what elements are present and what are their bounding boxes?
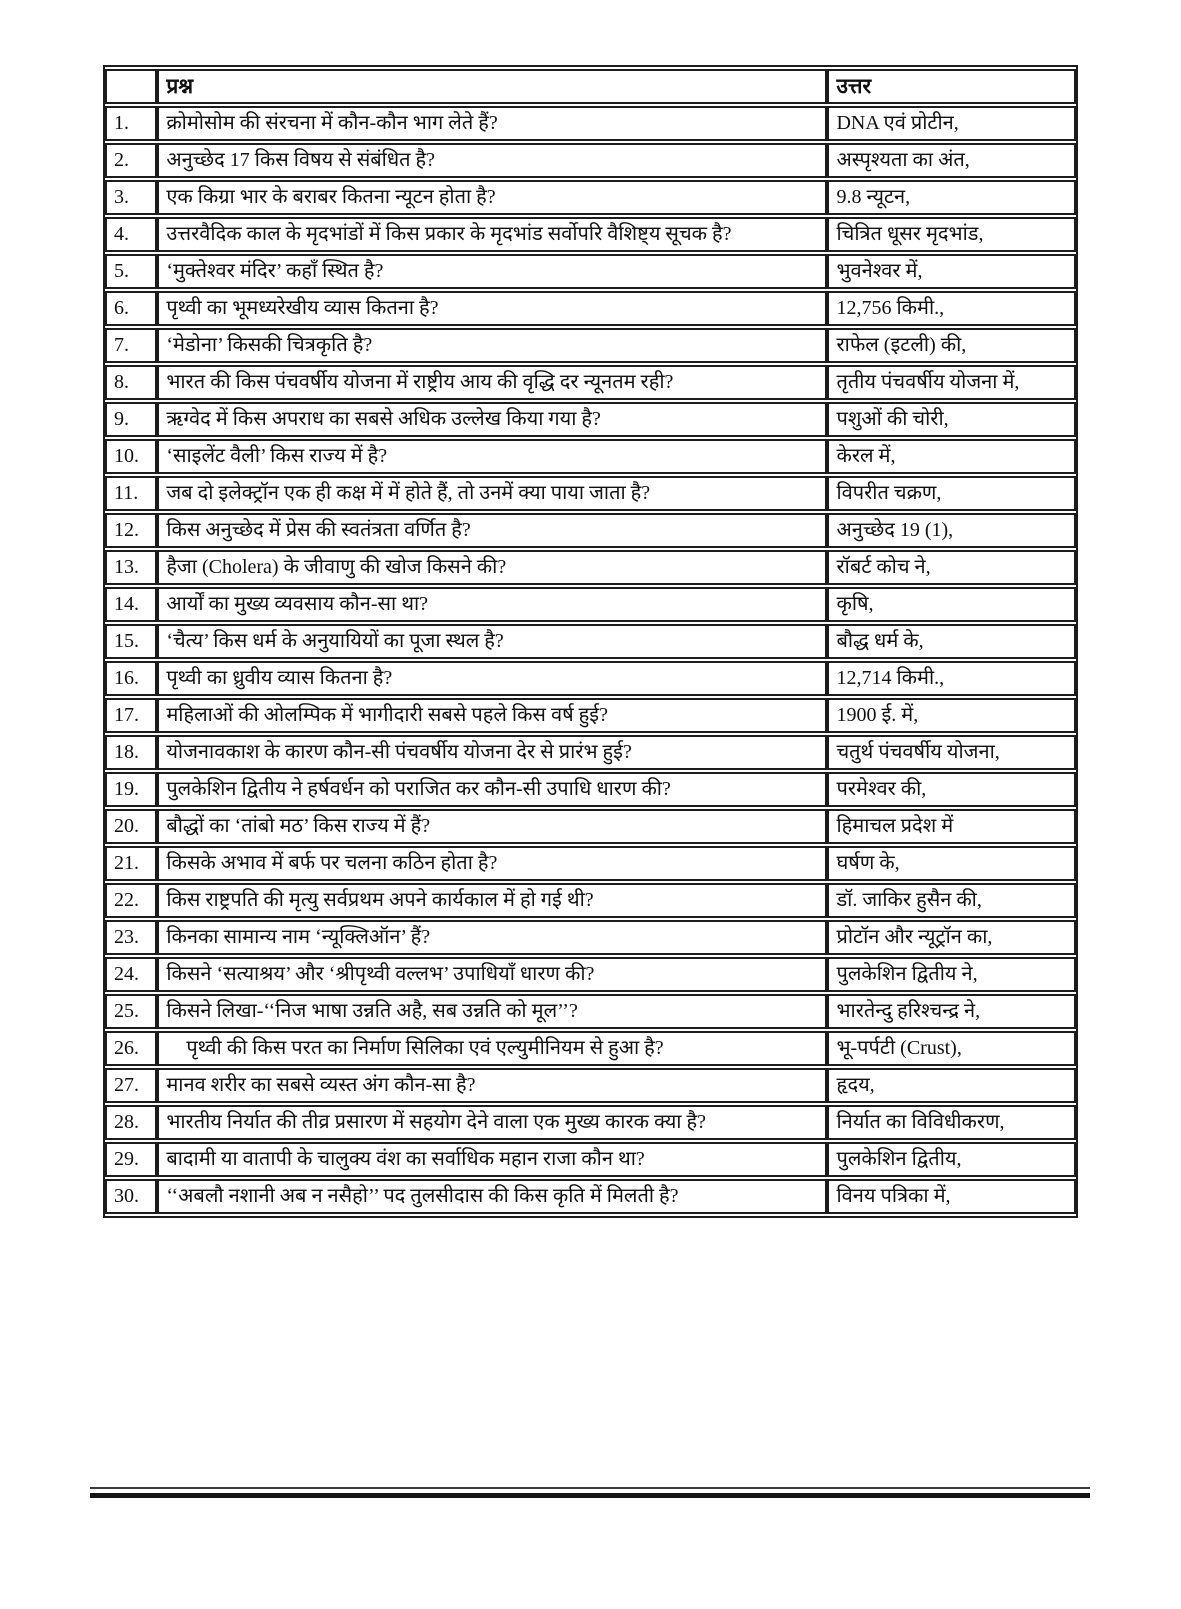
row-number-cell: 20.: [105, 809, 157, 844]
table-row: [105, 920, 1076, 955]
table-row: [105, 883, 1076, 918]
table-row: [105, 772, 1076, 807]
row-number-cell: 26.: [105, 1031, 157, 1066]
answer-cell: डॉ. जाकिर हुसैन की,: [827, 883, 1076, 918]
row-number-cell: 21.: [105, 846, 157, 881]
footer-rule-thin-line: [90, 1487, 1090, 1489]
row-number-cell: 17.: [105, 698, 157, 733]
table-row: [105, 1179, 1076, 1214]
header-number-cell: [105, 69, 157, 104]
question-cell: हैजा (Cholera) के जीवाणु की खोज किसने की?: [157, 550, 827, 585]
question-cell: महिलाओं की ओलम्पिक में भागीदारी सबसे पहले किस वर्ष हुई?: [157, 698, 827, 733]
question-cell: भारत की किस पंचवर्षीय योजना में राष्ट्रीय आय की वृद्धि दर न्यूनतम रही?: [157, 365, 827, 400]
row-number-cell: 25.: [105, 994, 157, 1029]
answer-cell: विपरीत चक्रण,: [827, 476, 1076, 511]
question-cell: किस अनुच्छेद में प्रेस की स्वतंत्रता वर्णित है?: [157, 513, 827, 548]
table-row: [105, 1105, 1076, 1140]
answer-cell: तृतीय पंचवर्षीय योजना में,: [827, 365, 1076, 400]
answer-cell: राफेल (इटली) की,: [827, 328, 1076, 363]
answer-cell: भारतेन्दु हरिश्चन्द्र ने,: [827, 994, 1076, 1029]
row-number-cell: 7.: [105, 328, 157, 363]
question-cell: किसने ‘सत्याश्रय’ और ‘श्रीपृथ्वी वल्लभ’ उपाधियाँ धारण की?: [157, 957, 827, 992]
answer-cell: घर्षण के,: [827, 846, 1076, 881]
table-row: [105, 1031, 1076, 1066]
table-row: [105, 550, 1076, 585]
table-row: [105, 476, 1076, 511]
answer-cell: प्रोटॉन और न्यूट्रॉन का,: [827, 920, 1076, 955]
question-cell: ‘मुक्तेश्वर मंदिर’ कहाँ स्थित है?: [157, 254, 827, 289]
answer-cell: हृदय,: [827, 1068, 1076, 1103]
question-cell: एक किग्रा भार के बराबर कितना न्यूटन होता है?: [157, 180, 827, 215]
table-row: [105, 957, 1076, 992]
answer-cell: अस्पृश्यता का अंत,: [827, 143, 1076, 178]
table-row: [105, 1068, 1076, 1103]
row-number-cell: 29.: [105, 1142, 157, 1177]
question-cell: भारतीय निर्यात की तीव्र प्रसारण में सहयोग देने वाला एक मुख्य कारक क्या है?: [157, 1105, 827, 1140]
row-number-cell: 11.: [105, 476, 157, 511]
row-number-cell: 3.: [105, 180, 157, 215]
row-number-cell: 8.: [105, 365, 157, 400]
answer-cell: चतुर्थ पंचवर्षीय योजना,: [827, 735, 1076, 770]
table-row: [105, 846, 1076, 881]
question-cell: आर्यों का मुख्य व्यवसाय कौन-सा था?: [157, 587, 827, 622]
row-number-cell: 30.: [105, 1179, 157, 1214]
question-cell: ‘मेडोना’ किसकी चित्रकृति है?: [157, 328, 827, 363]
question-cell: उत्तरवैदिक काल के मृदभांडों में किस प्रकार के मृदभांड सर्वोपरि वैशिष्ट्य सूचक है?: [157, 217, 827, 252]
row-number-cell: 9.: [105, 402, 157, 437]
row-number-cell: 4.: [105, 217, 157, 252]
table-row: [105, 254, 1076, 289]
table-row: [105, 439, 1076, 474]
header-question-cell: प्रश्न: [157, 69, 827, 104]
answer-cell: हिमाचल प्रदेश में: [827, 809, 1076, 844]
table-row: [105, 698, 1076, 733]
question-cell: पृथ्वी का भूमध्यरेखीय व्यास कितना है?: [157, 291, 827, 326]
answer-cell: 12,714 किमी.,: [827, 661, 1076, 696]
question-cell: ऋग्वेद में किस अपराध का सबसे अधिक उल्लेख किया गया है?: [157, 402, 827, 437]
question-cell: किसने लिखा-‘‘निज भाषा उन्नति अहै, सब उन्नति को मूल’’?: [157, 994, 827, 1029]
table-header-row: [105, 69, 1076, 104]
question-cell: जब दो इलेक्ट्रॉन एक ही कक्ष में में होते हैं, तो उनमें क्या पाया जाता है?: [157, 476, 827, 511]
answer-cell: विनय पत्रिका में,: [827, 1179, 1076, 1214]
row-number-cell: 18.: [105, 735, 157, 770]
table-row: [105, 513, 1076, 548]
row-number-cell: 22.: [105, 883, 157, 918]
qa-table: [103, 65, 1078, 1218]
footer-rule-thick-line: [90, 1493, 1090, 1498]
question-cell: मानव शरीर का सबसे व्यस्त अंग कौन-सा है?: [157, 1068, 827, 1103]
row-number-cell: 6.: [105, 291, 157, 326]
header-answer-cell: उत्तर: [827, 69, 1076, 104]
row-number-cell: 5.: [105, 254, 157, 289]
question-cell: ‘साइलेंट वैली’ किस राज्य में है?: [157, 439, 827, 474]
question-cell: बादामी या वातापी के चालुक्य वंश का सर्वाधिक महान राजा कौन था?: [157, 1142, 827, 1177]
row-number-cell: 28.: [105, 1105, 157, 1140]
answer-cell: बौद्ध धर्म के,: [827, 624, 1076, 659]
table-row: [105, 402, 1076, 437]
row-number-cell: 1.: [105, 106, 157, 141]
table-row: [105, 994, 1076, 1029]
answer-cell: चित्रित धूसर मृदभांड,: [827, 217, 1076, 252]
question-cell: पृथ्वी की किस परत का निर्माण सिलिका एवं एल्युमीनियम से हुआ है?: [157, 1031, 827, 1066]
question-cell: योजनावकाश के कारण कौन-सी पंचवर्षीय योजना देर से प्रारंभ हुई?: [157, 735, 827, 770]
answer-cell: परमेश्वर की,: [827, 772, 1076, 807]
answer-cell: केरल में,: [827, 439, 1076, 474]
answer-cell: पुलकेशिन द्वितीय,: [827, 1142, 1076, 1177]
row-number-cell: 27.: [105, 1068, 157, 1103]
answer-cell: पशुओं की चोरी,: [827, 402, 1076, 437]
answer-cell: अनुच्छेद 19 (1),: [827, 513, 1076, 548]
answer-cell: भुवनेश्वर में,: [827, 254, 1076, 289]
table-row: [105, 735, 1076, 770]
table-row: [105, 624, 1076, 659]
table-row: [105, 587, 1076, 622]
question-cell: किनका सामान्य नाम ‘न्यूक्लिऑन’ हैं?: [157, 920, 827, 955]
question-cell: बौद्धों का ‘तांबो मठ’ किस राज्य में हैं?: [157, 809, 827, 844]
answer-cell: 1900 ई. में,: [827, 698, 1076, 733]
table-row: [105, 180, 1076, 215]
row-number-cell: 13.: [105, 550, 157, 585]
table-row: [105, 1142, 1076, 1177]
row-number-cell: 15.: [105, 624, 157, 659]
answer-cell: कृषि,: [827, 587, 1076, 622]
row-number-cell: 24.: [105, 957, 157, 992]
row-number-cell: 19.: [105, 772, 157, 807]
table-row: [105, 106, 1076, 141]
table-row: [105, 328, 1076, 363]
table-row: [105, 661, 1076, 696]
table-row: [105, 291, 1076, 326]
table-row: [105, 217, 1076, 252]
row-number-cell: 10.: [105, 439, 157, 474]
answer-cell: 12,756 किमी.,: [827, 291, 1076, 326]
answer-cell: 9.8 न्यूटन,: [827, 180, 1076, 215]
question-cell: किसके अभाव में बर्फ पर चलना कठिन होता है?: [157, 846, 827, 881]
answer-cell: पुलकेशिन द्वितीय ने,: [827, 957, 1076, 992]
table-row: [105, 365, 1076, 400]
row-number-cell: 12.: [105, 513, 157, 548]
question-cell: अनुच्छेद 17 किस विषय से संबंधित है?: [157, 143, 827, 178]
answer-cell: रॉबर्ट कोच ने,: [827, 550, 1076, 585]
footer-rule: [90, 1487, 1090, 1498]
answer-cell: भू-पर्पटी (Crust),: [827, 1031, 1076, 1066]
question-cell: क्रोमोसोम की संरचना में कौन-कौन भाग लेते हैं?: [157, 106, 827, 141]
question-cell: ‘चैत्य’ किस धर्म के अनुयायियों का पूजा स्थल है?: [157, 624, 827, 659]
row-number-cell: 2.: [105, 143, 157, 178]
table-row: [105, 809, 1076, 844]
answer-cell: निर्यात का विविधीकरण,: [827, 1105, 1076, 1140]
row-number-cell: 23.: [105, 920, 157, 955]
question-cell: पुलकेशिन द्वितीय ने हर्षवर्धन को पराजित कर कौन-सी उपाधि धारण की?: [157, 772, 827, 807]
row-number-cell: 16.: [105, 661, 157, 696]
question-cell: किस राष्ट्रपति की मृत्यु सर्वप्रथम अपने कार्यकाल में हो गई थी?: [157, 883, 827, 918]
question-cell: ‘‘अबलौ नशानी अब न नसैहो’’ पद तुलसीदास की किस कृति में मिलती है?: [157, 1179, 827, 1214]
table-row: [105, 143, 1076, 178]
qa-table-body: [105, 106, 1076, 1214]
row-number-cell: 14.: [105, 587, 157, 622]
question-cell: पृथ्वी का ध्रुवीय व्यास कितना है?: [157, 661, 827, 696]
answer-cell: DNA एवं प्रोटीन,: [827, 106, 1076, 141]
